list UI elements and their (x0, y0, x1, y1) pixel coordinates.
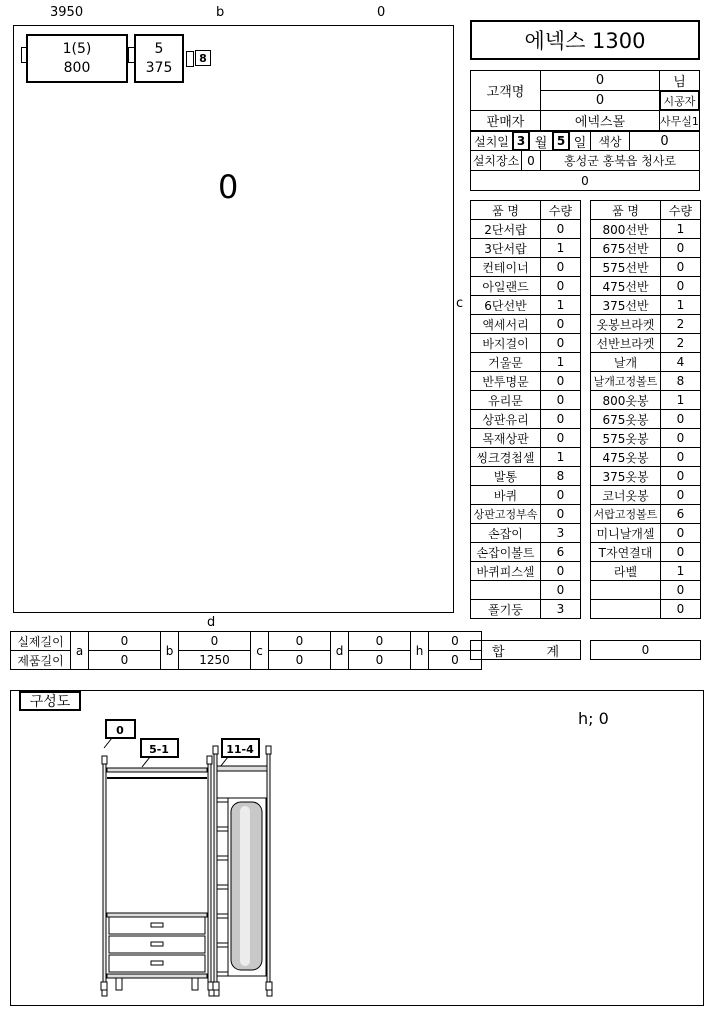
part-name: 675옷봉 (591, 410, 661, 429)
c-label: c (456, 296, 464, 311)
part-name: 옷봉브라켓 (591, 315, 661, 334)
part-qty[interactable]: 1 (541, 239, 581, 258)
top-b-label: b (216, 5, 225, 20)
part-qty[interactable]: 0 (541, 410, 581, 429)
part-qty[interactable]: 1 (661, 220, 701, 239)
part-name: 컨테이너 (471, 258, 541, 277)
center-value: 0 (218, 168, 239, 206)
part-name: 상판고정부속 (471, 505, 541, 524)
product-b[interactable]: 1250 (179, 651, 251, 670)
install-day-value[interactable]: 5 (552, 131, 570, 151)
product-a[interactable]: 0 (89, 651, 161, 670)
module-width: 375 (145, 59, 173, 76)
part-qty[interactable]: 0 (661, 448, 701, 467)
d-label: d (207, 615, 216, 630)
part-qty[interactable]: 0 (541, 429, 581, 448)
actual-length-label: 실제길이 (11, 632, 71, 651)
product-h[interactable]: 0 (429, 651, 482, 670)
part-name: 바퀴 (471, 486, 541, 505)
part-name: 800선반 (591, 220, 661, 239)
part-qty[interactable]: 0 (661, 600, 701, 619)
module-number: 1(5) (62, 40, 92, 57)
part-name: 목재상판 (471, 429, 541, 448)
part-name: 2단서랍 (471, 220, 541, 239)
part-name: 날개고정볼트 (591, 372, 661, 391)
install-address[interactable]: 홍성군 홍북읍 청사로 (540, 150, 700, 171)
wardrobe-left-unit (101, 756, 214, 996)
part-qty[interactable]: 0 (661, 258, 701, 277)
product-c[interactable]: 0 (269, 651, 331, 670)
actual-h[interactable]: 0 (429, 632, 482, 651)
part-name: 코너옷봉 (591, 486, 661, 505)
part-name: 475옷봉 (591, 448, 661, 467)
actual-d[interactable]: 0 (349, 632, 411, 651)
part-qty[interactable]: 6 (541, 543, 581, 562)
total-label-1: 합 (491, 644, 505, 660)
part-name: 아일랜드 (471, 277, 541, 296)
dim-letter-b: b (161, 632, 179, 670)
day-label: 일 (569, 131, 591, 151)
part-name: 씽크경첩셀 (471, 448, 541, 467)
part-name: 미니날개셀 (591, 524, 661, 543)
part-qty[interactable]: 1 (541, 353, 581, 372)
dim-letter-d: d (331, 632, 349, 670)
install-month-value[interactable]: 3 (512, 131, 530, 151)
tag-0: 0 (116, 724, 124, 737)
part-qty[interactable]: 3 (541, 600, 581, 619)
part-name: 상판유리 (471, 410, 541, 429)
part-name: 라벨 (591, 562, 661, 581)
parts-header-qty: 수량 (541, 201, 581, 220)
actual-b[interactable]: 0 (179, 632, 251, 651)
install-date-label: 설치일 (470, 131, 513, 151)
part-name: 손잡이 (471, 524, 541, 543)
document-title: 에넥스 1300 (470, 20, 700, 60)
product-d[interactable]: 0 (349, 651, 411, 670)
color-label: 색상 (590, 131, 630, 151)
part-qty[interactable]: 0 (541, 315, 581, 334)
part-name: 675선반 (591, 239, 661, 258)
side-tag: 8 (195, 50, 211, 66)
wardrobe-right-unit (213, 746, 272, 996)
h-value-text: h; 0 (578, 709, 609, 728)
part-qty[interactable]: 0 (541, 486, 581, 505)
part-qty[interactable]: 4 (661, 353, 701, 372)
actual-a[interactable]: 0 (89, 632, 161, 651)
part-name: 바퀴피스셀 (471, 562, 541, 581)
part-qty[interactable]: 0 (661, 543, 701, 562)
part-qty[interactable]: 0 (661, 581, 701, 600)
part-qty[interactable]: 2 (661, 315, 701, 334)
part-name: 375옷봉 (591, 467, 661, 486)
part-name: 800옷봉 (591, 391, 661, 410)
tag-5-1: 5-1 (149, 743, 169, 756)
module-width: 800 (63, 59, 91, 76)
part-qty[interactable]: 1 (661, 296, 701, 315)
module-number: 5 (154, 40, 164, 57)
tag-11-4: 11-4 (226, 743, 254, 756)
sir-label: 님 (659, 70, 700, 91)
part-name: 3단서랍 (471, 239, 541, 258)
part-qty[interactable]: 0 (661, 467, 701, 486)
top-left-value: 3950 (50, 5, 84, 20)
parts-header-name: 품 명 (591, 201, 661, 220)
month-label: 월 (529, 131, 553, 151)
part-name: 거울문 (471, 353, 541, 372)
part-name: 575선반 (591, 258, 661, 277)
part-name: 선반브라켓 (591, 334, 661, 353)
install-place-label: 설치장소 (470, 150, 522, 171)
customer-name-label: 고객명 (470, 70, 541, 111)
dim-letter-c: c (251, 632, 269, 670)
part-qty[interactable]: 0 (661, 277, 701, 296)
part-name: 반투명문 (471, 372, 541, 391)
part-qty[interactable]: 8 (661, 372, 701, 391)
color-value[interactable]: 0 (629, 131, 700, 151)
seller-value[interactable]: 에넥스몰 (540, 110, 660, 131)
part-name: 475선반 (591, 277, 661, 296)
part-name: 날개 (591, 353, 661, 372)
part-qty[interactable]: 0 (541, 562, 581, 581)
install-place-value[interactable]: 0 (521, 150, 541, 171)
total-label-2: 계 (546, 644, 560, 660)
part-qty[interactable]: 0 (661, 429, 701, 448)
part-name: 6단선반 (471, 296, 541, 315)
extra-info-value[interactable]: 0 (470, 170, 700, 191)
part-qty[interactable]: 8 (541, 467, 581, 486)
top-right-value: 0 (377, 5, 386, 20)
seller-label: 판매자 (470, 110, 541, 131)
part-name: 서랍고정볼트 (591, 505, 661, 524)
part-qty[interactable]: 0 (541, 581, 581, 600)
part-name: 액세서리 (471, 315, 541, 334)
installer-label: 시공자 (659, 90, 700, 111)
part-qty[interactable]: 2 (661, 334, 701, 353)
part-qty[interactable]: 1 (661, 562, 701, 581)
dim-letter-a: a (71, 632, 89, 670)
part-qty[interactable]: 0 (541, 505, 581, 524)
part-qty[interactable]: 0 (541, 334, 581, 353)
part-qty[interactable]: 0 (541, 277, 581, 296)
product-length-label: 제품길이 (11, 651, 71, 670)
part-qty[interactable]: 0 (541, 220, 581, 239)
customer-name-value-2[interactable]: 0 (540, 90, 660, 111)
part-qty[interactable]: 1 (541, 448, 581, 467)
parts-header-name: 품 명 (471, 201, 541, 220)
part-qty[interactable]: 0 (541, 372, 581, 391)
part-qty[interactable]: 6 (661, 505, 701, 524)
part-name: 575옷봉 (591, 429, 661, 448)
dim-letter-h: h (411, 632, 429, 670)
part-qty[interactable]: 3 (541, 524, 581, 543)
part-qty[interactable]: 1 (541, 296, 581, 315)
part-name: 바지걸이 (471, 334, 541, 353)
parts-header-qty: 수량 (661, 201, 701, 220)
total-value: 0 (590, 640, 701, 660)
part-name: 폴기둥 (471, 600, 541, 619)
actual-c[interactable]: 0 (269, 632, 331, 651)
part-qty[interactable]: 0 (661, 524, 701, 543)
part-name: 발통 (471, 467, 541, 486)
part-name: 375선반 (591, 296, 661, 315)
configuration-title: 구성도 (19, 691, 81, 711)
part-name: 손잡이볼트 (471, 543, 541, 562)
office-label: 사무실1 (659, 110, 700, 131)
part-qty[interactable]: 0 (541, 258, 581, 277)
part-qty[interactable]: 0 (661, 410, 701, 429)
part-qty[interactable]: 0 (661, 239, 701, 258)
part-name: T자연결대 (591, 543, 661, 562)
part-qty[interactable]: 0 (541, 391, 581, 410)
part-qty[interactable]: 0 (661, 486, 701, 505)
customer-name-value[interactable]: 0 (540, 70, 660, 91)
part-name: 유리문 (471, 391, 541, 410)
part-qty[interactable]: 1 (661, 391, 701, 410)
